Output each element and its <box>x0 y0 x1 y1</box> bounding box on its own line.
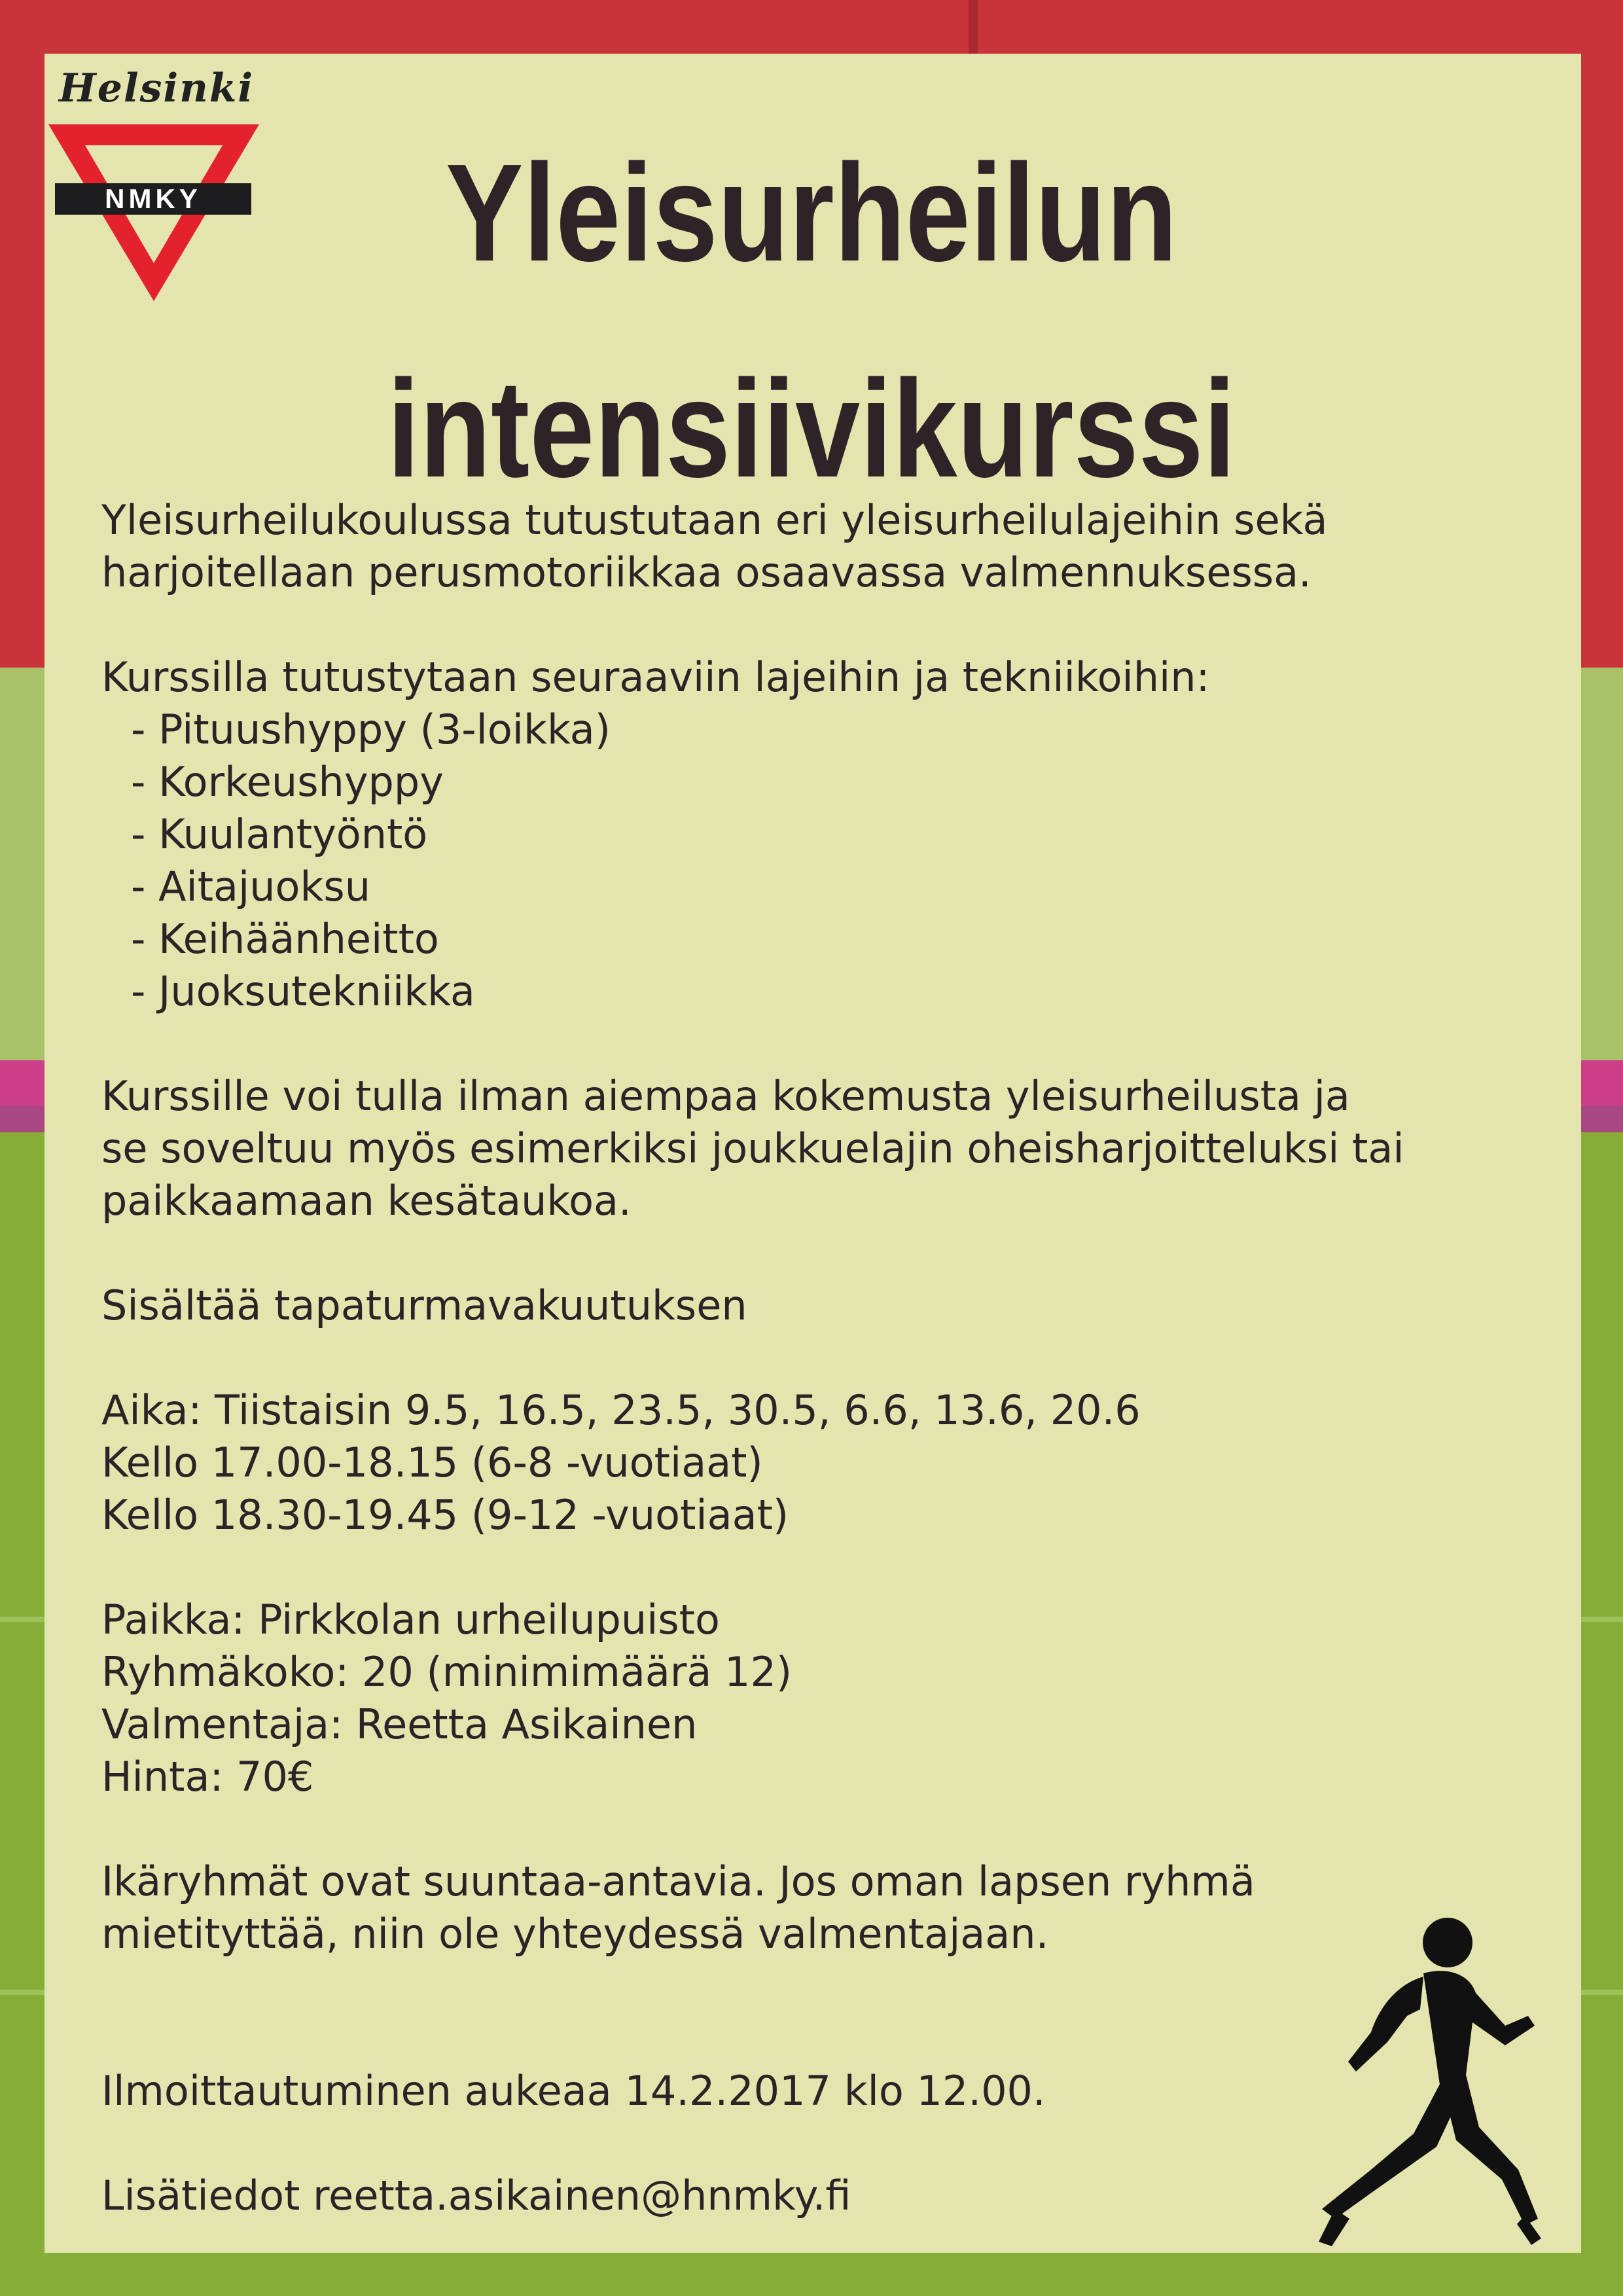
registration-text: Ilmoittautuminen aukeaa 14.2.2017 klo 12.00. <box>101 2067 1046 2115</box>
logo-city-name: Helsinki <box>59 65 255 111</box>
intro-line: Yleisurheilukoulussa tutustutaan eri yleisurheilulajeihin sekä <box>101 496 1328 544</box>
title-line-1: Yleisurheilun <box>445 135 1178 290</box>
skills-list <box>101 704 1541 1018</box>
suitability-line: Kurssille voi tulla ilman aiempaa kokemusta yleisurheilusta ja <box>101 1072 1350 1120</box>
suitability-line: se soveltuu myös esimerkiksi joukkuelajin oheisharjoitteluksi tai <box>101 1124 1404 1172</box>
schedule-days: Aika: Tiistaisin 9.5, 16.5, 23.5, 30.5, 6.6, 13.6, 20.6 <box>101 1386 1141 1434</box>
list-item: - Aitajuoksu <box>101 861 1541 913</box>
intro-line: harjoitellaan perusmotoriikkaa osaavassa valmennuksessa. <box>101 548 1311 596</box>
list-item: - Korkeushyppy <box>101 756 1541 808</box>
schedule-time-older: Kello 18.30-19.45 (9-12 -vuotiaat) <box>101 1491 789 1539</box>
list-item: - Pituushyppy (3-loikka) <box>101 704 1541 756</box>
list-item: - Kuulantyöntö <box>101 808 1541 861</box>
group-size-text: Ryhmäkoko: 20 (minimimäärä 12) <box>101 1648 793 1696</box>
nmky-logo <box>46 65 262 301</box>
title-line-2: intensiivikurssi <box>387 351 1236 506</box>
schedule-time-younger: Kello 17.00-18.15 (6-8 -vuotiaat) <box>101 1439 763 1486</box>
note-line: mietityttää, niin ole yhteydessä valmentajaan. <box>101 1910 1049 1958</box>
skills-heading: Kurssilla tutustytaan seuraaviin lajeihin ja tekniikoihin: <box>101 653 1210 701</box>
list-item: - Juoksutekniikka <box>101 965 1541 1018</box>
runner-silhouette-icon <box>1309 1911 1544 2251</box>
page-title <box>317 105 1306 537</box>
location-text: Paikka: Pirkkolan urheilupuisto <box>101 1596 720 1643</box>
suitability-line: paikkaamaan kesätaukoa. <box>101 1177 632 1225</box>
note-line: Ikäryhmät ovat suuntaa-antavia. Jos oman lapsen ryhmä <box>101 1857 1255 1905</box>
price-text: Hinta: 70€ <box>101 1753 314 1801</box>
coach-text: Valmentaja: Reetta Asikainen <box>101 1700 698 1748</box>
contact-text: Lisätiedot reetta.asikainen@hnmky.fi <box>101 2172 851 2219</box>
insurance-text: Sisältää tapaturmavakuutuksen <box>101 1282 747 1329</box>
list-item: - Keihäänheitto <box>101 913 1541 965</box>
logo-org-name: NMKY <box>105 183 202 214</box>
